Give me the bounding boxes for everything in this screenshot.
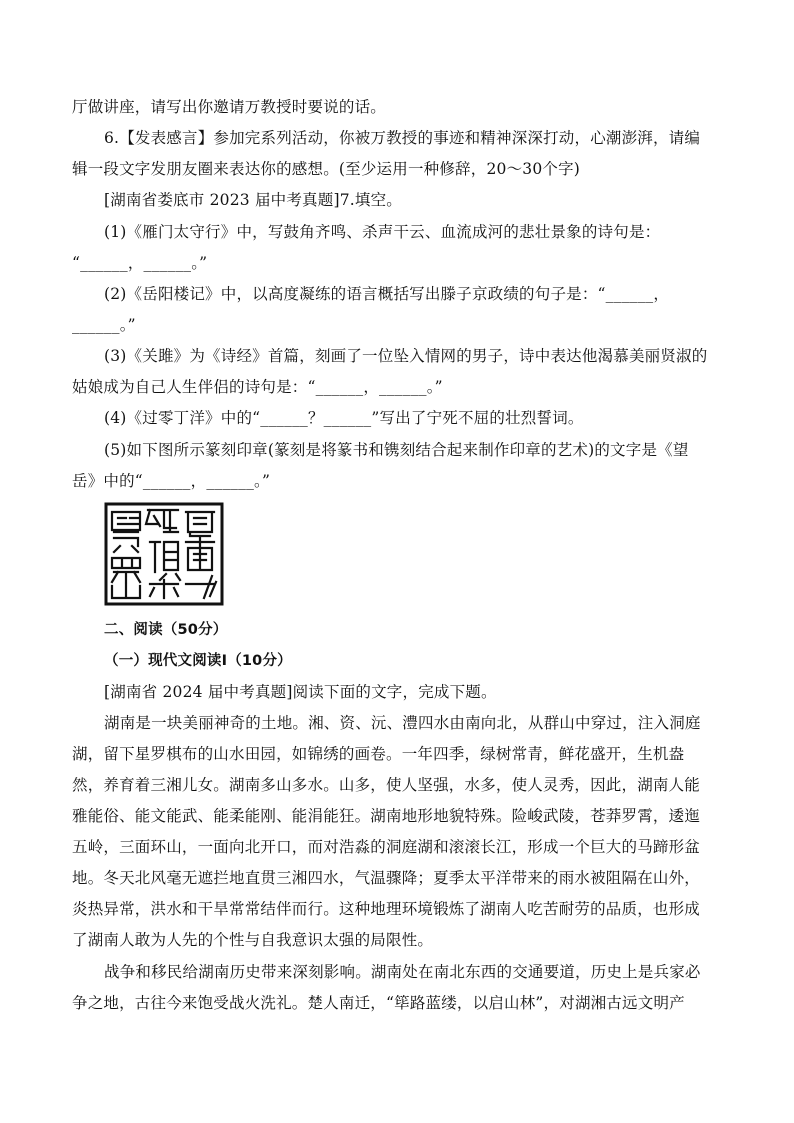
paragraph-line: 湖南是一块美丽神奇的土地。湘、资、沅、澧四水由南向北，从群山中穿过，注入洞庭 (104, 714, 701, 732)
paragraph-line: 争之地，古往今来饱受战火洗礼。楚人南迁，“筚路蓝缕，以启山林”，对湖湘古远文明产 (72, 994, 685, 1012)
question-7-5: (5)如下图所示篆刻印章(篆刻是将篆书和镌刻结合起来制作印章的艺术)的文字是《望 (104, 441, 689, 459)
paragraph-line: 地。冬天北风毫无遮拦地直贯三湘四水，气温骤降；夏季太平洋带来的雨水被阻隔在山外， (72, 869, 701, 887)
paragraph-line: 五岭，三面环山，一面向北开口，而对浩淼的洞庭湖和滚滚长江，形成一个巨大的马蹄形盆 (72, 838, 701, 856)
question-6: 6.【发表感言】参加完系列活动，你被万教授的事迹和精神深深打动，心潮澎湃，请编 (104, 129, 701, 147)
seal-stamp-image (104, 502, 224, 606)
question-7-heading: [湖南省娄底市 2023 届中考真题]7.填空。 (104, 191, 402, 209)
fill-blank-line: “______，______。” (72, 254, 208, 272)
reading-source: [湖南省 2024 届中考真题]阅读下面的文字，完成下题。 (104, 683, 497, 701)
text-line: 辑一段文字发朋友圈来表达你的感想。(至少运用一种修辞，20～30个字) (72, 160, 581, 178)
paragraph-line: 湖，留下星罗棋布的山水田园，如锦绣的画卷。一年四季，绿树常青，鲜花盛开，生机盎 (72, 745, 685, 763)
section-heading-reading: 二、阅读（50分） (104, 622, 228, 638)
question-7-4: (4)《过零丁洋》中的“______？______”写出了宁死不屈的壮烈誓词。 (104, 409, 584, 427)
paragraph-line: 然，养育着三湘儿女。湖南多山多水。山多，使人坚强，水多，使人灵秀，因此，湖南人能 (72, 776, 701, 794)
question-7-2: (2)《岳阳楼记》中，以高度凝练的语言概括写出滕子京政绩的句子是：“______， (104, 285, 670, 303)
question-7-3: (3)《关雎》为《诗经》首篇，刻画了一位坠入情网的男子，诗中表达他渴慕美丽贤淑的 (104, 347, 708, 365)
subsection-heading-modern-reading: （一）现代文阅读Ⅰ（10分） (104, 653, 292, 669)
fill-blank-line: ______。” (72, 316, 136, 334)
paragraph-line: 雅能俗、能文能武、能柔能刚、能涓能狂。湖南地形地貌特殊。险峻武陵，苍莽罗霄，逶迤 (72, 807, 701, 825)
text-line: 岳》中的“______，______。” (72, 472, 271, 490)
paragraph-line: 了湖南人敢为人先的个性与自我意识太强的局限性。 (72, 931, 434, 949)
paragraph-line: 战争和移民给湖南历史带来深刻影响。湖南处在南北东西的交通要道，历史上是兵家必 (104, 963, 701, 981)
text-line: 姑娘成为自己人生伴侣的诗句是：“______，______。” (72, 378, 443, 396)
question-7-1: (1)《雁门太守行》中，写鼓角齐鸣、杀声干云、血流成河的悲壮景象的诗句是： (104, 223, 661, 241)
text-line: 厅做讲座，请写出你邀请万教授时要说的话。 (72, 98, 387, 116)
paragraph-line: 炎热异常，洪水和干旱常常结伴而行。这种地理环境锻炼了湖南人吃苦耐劳的品质，也形成 (72, 900, 701, 918)
